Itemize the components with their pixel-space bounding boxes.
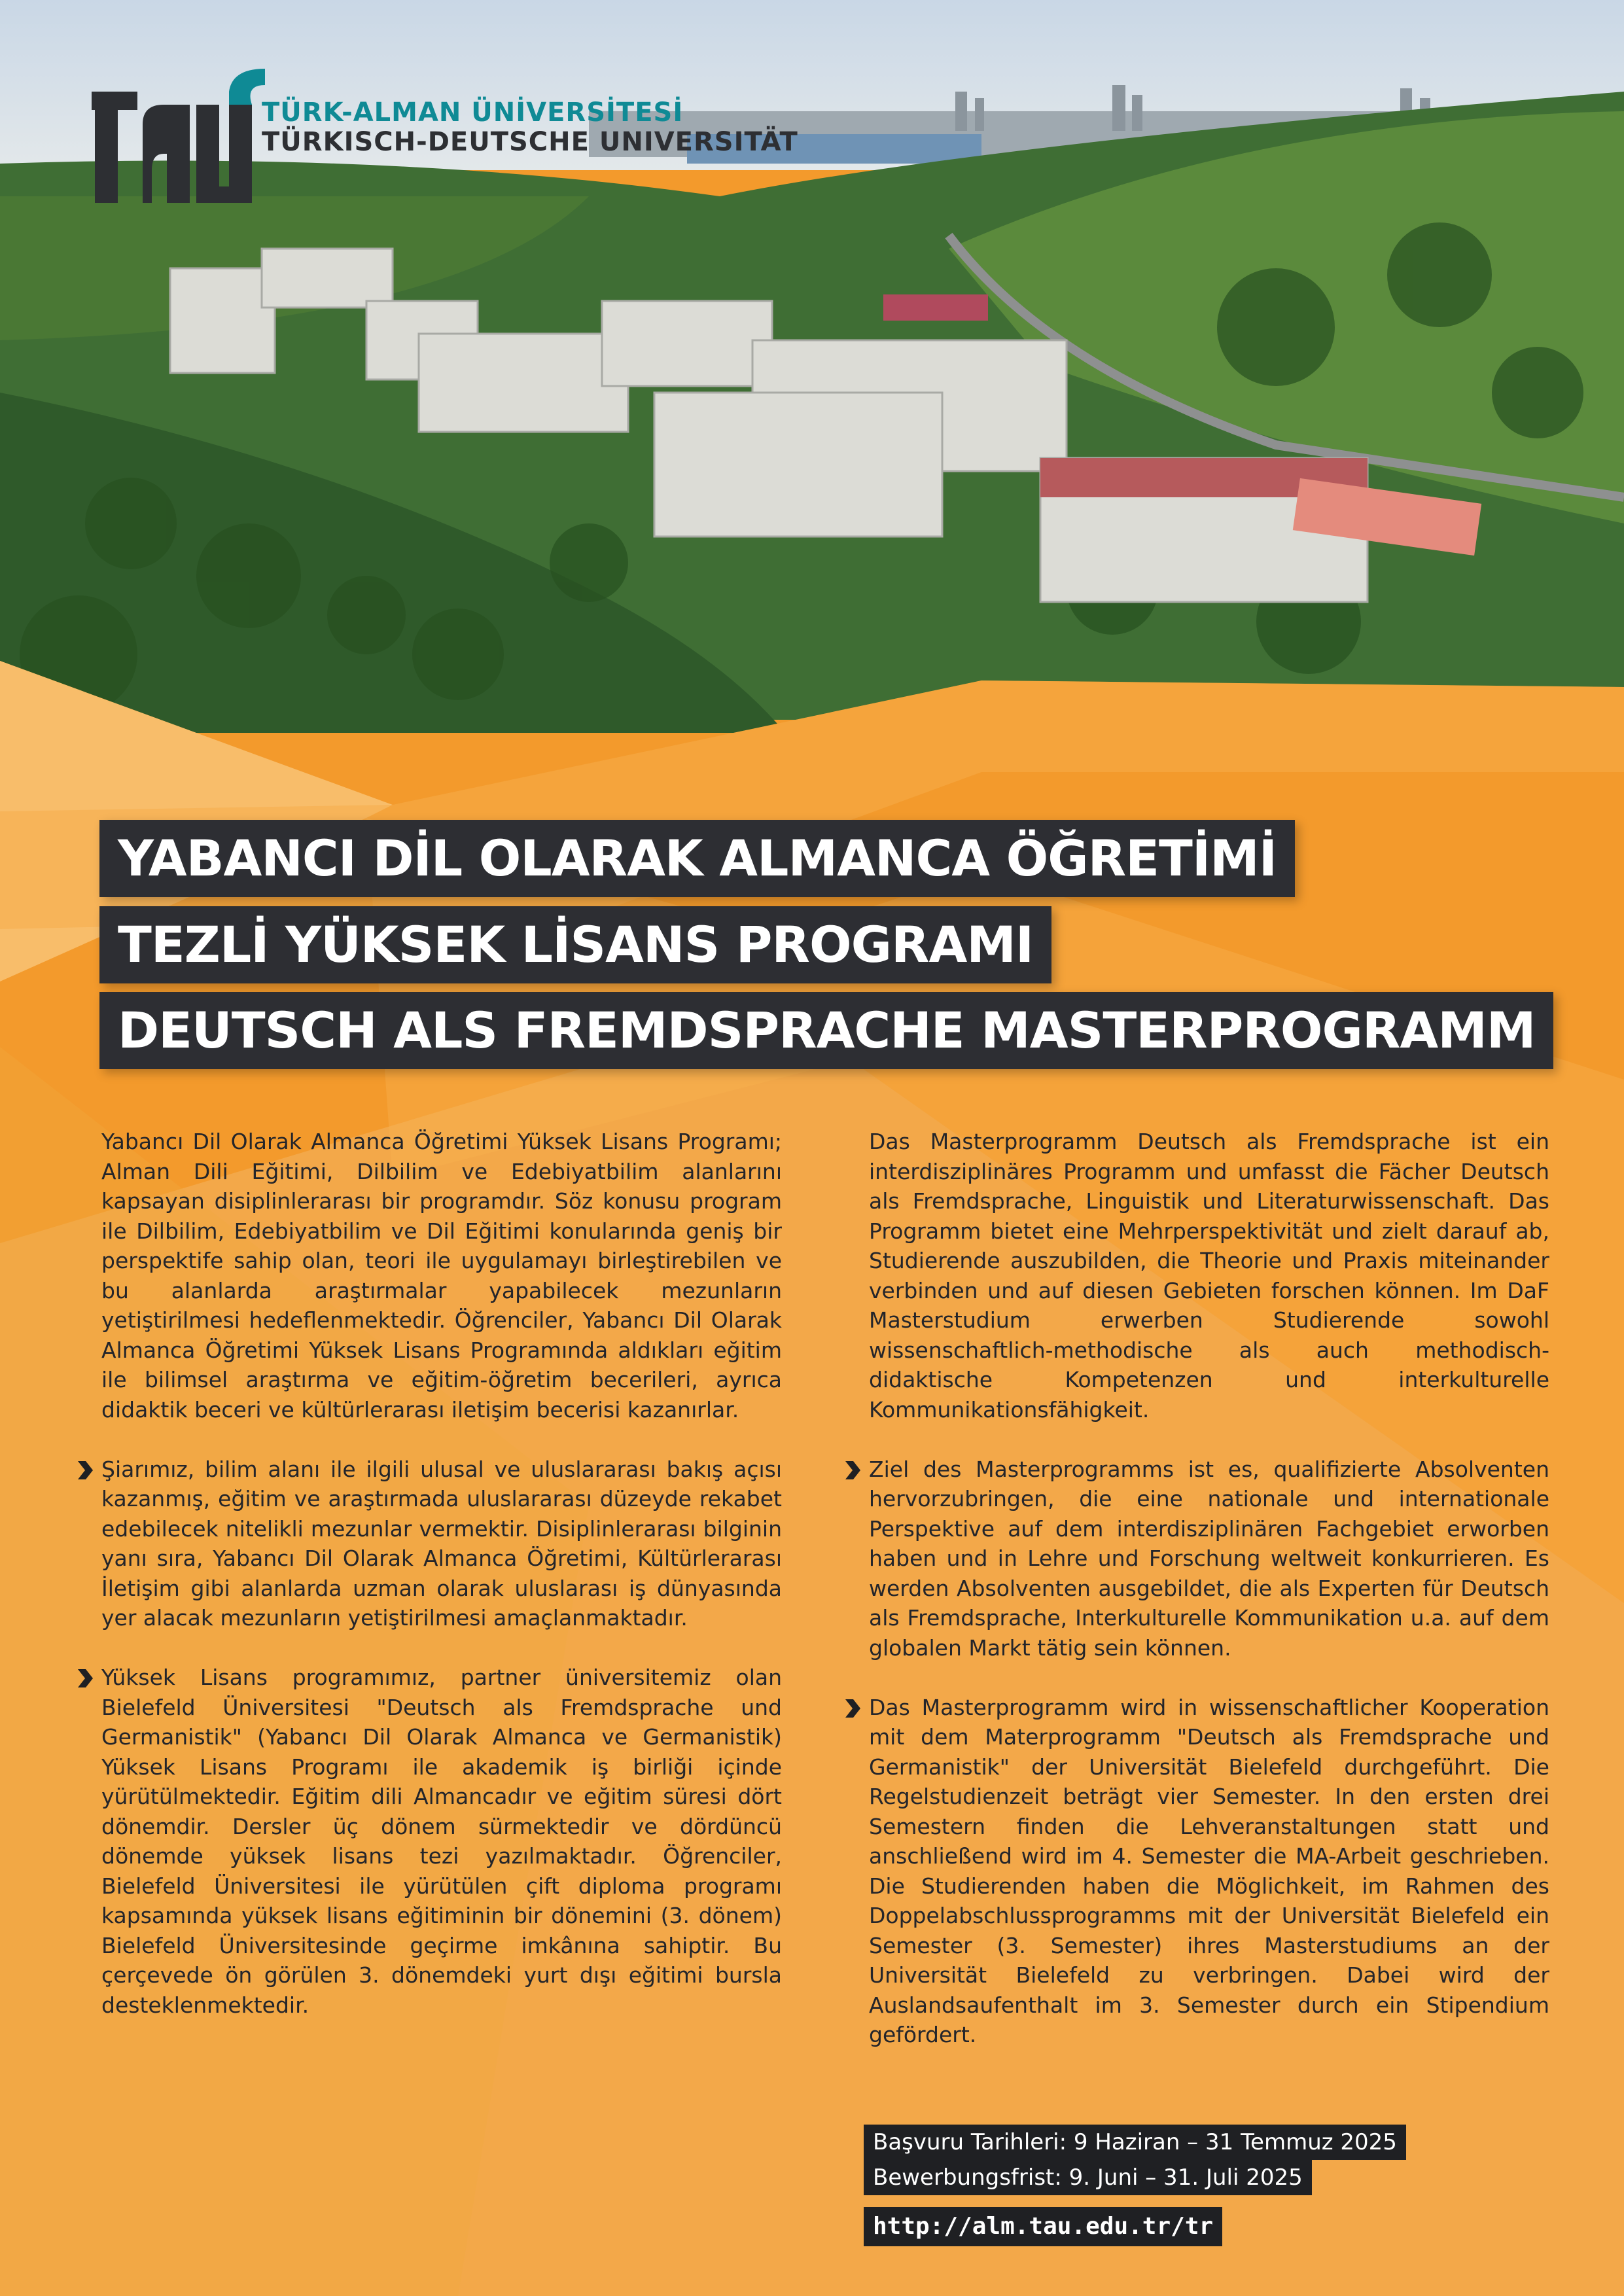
title-line-3: DEUTSCH ALS FREMDSPRACHE MASTERPROGRAMM — [99, 992, 1553, 1069]
turkish-point-2 — [101, 1663, 782, 2020]
german-point-1-text: Ziel des Masterprogramms ist es, qualifizierte Absolventen hervorzubringen, die eine nationale und internationale Perspektive auf dem interdisziplinären Fachgebiet erworben haben und in Lehre und Forschung weltweit konkurrieren. Es werden Absolventen ausgebildet, die als Experten für Deutsch als Fremdsprache, Interkulturelle Kommunikation u.a. auf dem globalen Markt tätig sein können. — [869, 1456, 1549, 1661]
application-dates-de: Bewerbungsfrist: 9. Juni – 31. Juli 2025 — [864, 2160, 1312, 2195]
chevron-right-icon — [844, 1460, 861, 1481]
application-dates-tr: Başvuru Tarihleri: 9 Haziran – 31 Temmuz 2025 — [864, 2125, 1406, 2160]
german-point-1 — [869, 1455, 1549, 1663]
university-name-de: TÜRKISCH-DEUTSCHE UNIVERSITÄT — [262, 126, 798, 157]
german-point-2 — [869, 1693, 1549, 2050]
turkish-point-1-text: Şiarımız, bilim alanı ile ilgili ulusal ve uluslararası bakış açısı kazanmış, eğitim ve araştırmada uluslararası düzeyde rekabet edebilecek nitelikli mezunlar vermektir. Disiplinlerarası bilginin yanı sıra, Yabancı Dil Olarak Almanca Öğretimi, Kültürlerarası İletişim gibi alanlarda uzman olarak uluslarası iş dünyasında yer alacak mezunların yetiştirilmesi amaçlanmaktadır. — [101, 1456, 782, 1631]
title-line-1: YABANCI DİL OLARAK ALMANCA ÖĞRETİMİ — [99, 820, 1295, 897]
turkish-point-1 — [101, 1455, 782, 1633]
german-intro-paragraph: Das Masterprogramm Deutsch als Fremdsprache ist ein interdisziplinäres Programm und umfasst die Fächer Deutsch als Fremdsprache, Linguistik und Literaturwissenschaft. Das Programm bietet eine Mehrperspektivität und zielt darauf ab, Studierende auszubilden, die Theorie und Praxis miteinander verbinden und auf diesen Gebieten forschen können. Im DaF Masterstudium erwerben Studierende sowohl wissenschaftlich-methodische als auch methodisch-didaktische Kompetenzen und interkulturelle Kommunikationsfähigkeit. — [869, 1129, 1549, 1422]
german-column — [869, 1127, 1549, 2050]
chevron-right-icon — [77, 1668, 94, 1689]
title-line-2: TEZLİ YÜKSEK LİSANS PROGRAMI — [99, 906, 1051, 983]
chevron-right-icon — [844, 1698, 861, 1719]
university-name — [262, 98, 798, 157]
application-dates — [864, 2125, 1406, 2195]
program-url-link[interactable]: http://alm.tau.edu.tr/tr — [864, 2207, 1222, 2246]
turkish-column — [101, 1127, 782, 2020]
german-point-2-text: Das Masterprogramm wird in wissenschaftlicher Kooperation mit dem Materprogramm "Deutsch als Fremdsprache und Germanistik" der Universität Bielefeld durchgeführt. Die Regelstudienzeit beträgt vier Semester. In den ersten drei Semestern finden die Lehveranstaltungen statt und anschließend wird im 4. Semester die MA-Arbeit geschrieben. Die Studierenden haben die Möglichkeit, im Rahmen des Doppelabschlussprogramms mit der Universität Bielefeld ein Semester (3. Semester) ihres Masterstudiums an der Universität Bielefeld zu verbringen. Dabei wird der Auslandsaufenthalt im 3. Semester durch ein Stipendium gefördert. — [869, 1694, 1549, 2047]
chevron-right-icon — [77, 1460, 94, 1481]
turkish-point-2-text: Yüksek Lisans programımız, partner üniversitemiz olan Bielefeld Üniversitesi "Deutsch als Fremdsprache und Germanistik" (Yabancı Dil Olarak Almanca ve Germanistik) Yüksek Lisans Programı ile akademik iş birliği içinde yürütülmektedir. Eğitim dili Almancadır ve eğitim süresi dört dönemdir. Dersler üç dönem sürmektedir ve dördüncü dönemde yüksek lisans tezi yazılmaktadır. Öğrenciler, Bielefeld Üniversitesi ile yürütülen çift diploma programı kapsamında yüksek lisans eğitiminin bir dönemini (3. dönem) Bielefeld Üniversitesinde geçirme imkânına sahiptir. Bu çerçevede ön görülen 3. dönemdeki yurt dışı eğitimi bursla desteklenmektedir. — [101, 1665, 782, 2018]
tau-logo — [92, 65, 268, 213]
turkish-intro-paragraph: Yabancı Dil Olarak Almanca Öğretimi Yüksek Lisans Programı; Alman Dili Eğitimi, Dilbilim ve Edebiyatbilim alanlarını kapsayan disiplinlerarası bir programdır. Söz konusu program ile Dilbilim, Edebiyatbilim ve Dil Eğitimi konularında geniş bir perspektife sahip olan, teori ile uygulamayı birleştirebilen ve bu alanlarda araştırmalar yapabilecek mezunların yetiştirilmesi hedeflenmektedir. Öğrenciler, Yabancı Dil Olarak Almanca Öğretimi Yüksek Lisans Programında aldıkları eğitim ile bilimsel araştırma ve eğitim-öğretim becerileri, ayrıca didaktik beceri ve kültürlerarası iletişim becerisi kazanırlar. — [101, 1129, 782, 1422]
university-name-tr: TÜRK-ALMAN ÜNİVERSİTESİ — [262, 97, 684, 128]
